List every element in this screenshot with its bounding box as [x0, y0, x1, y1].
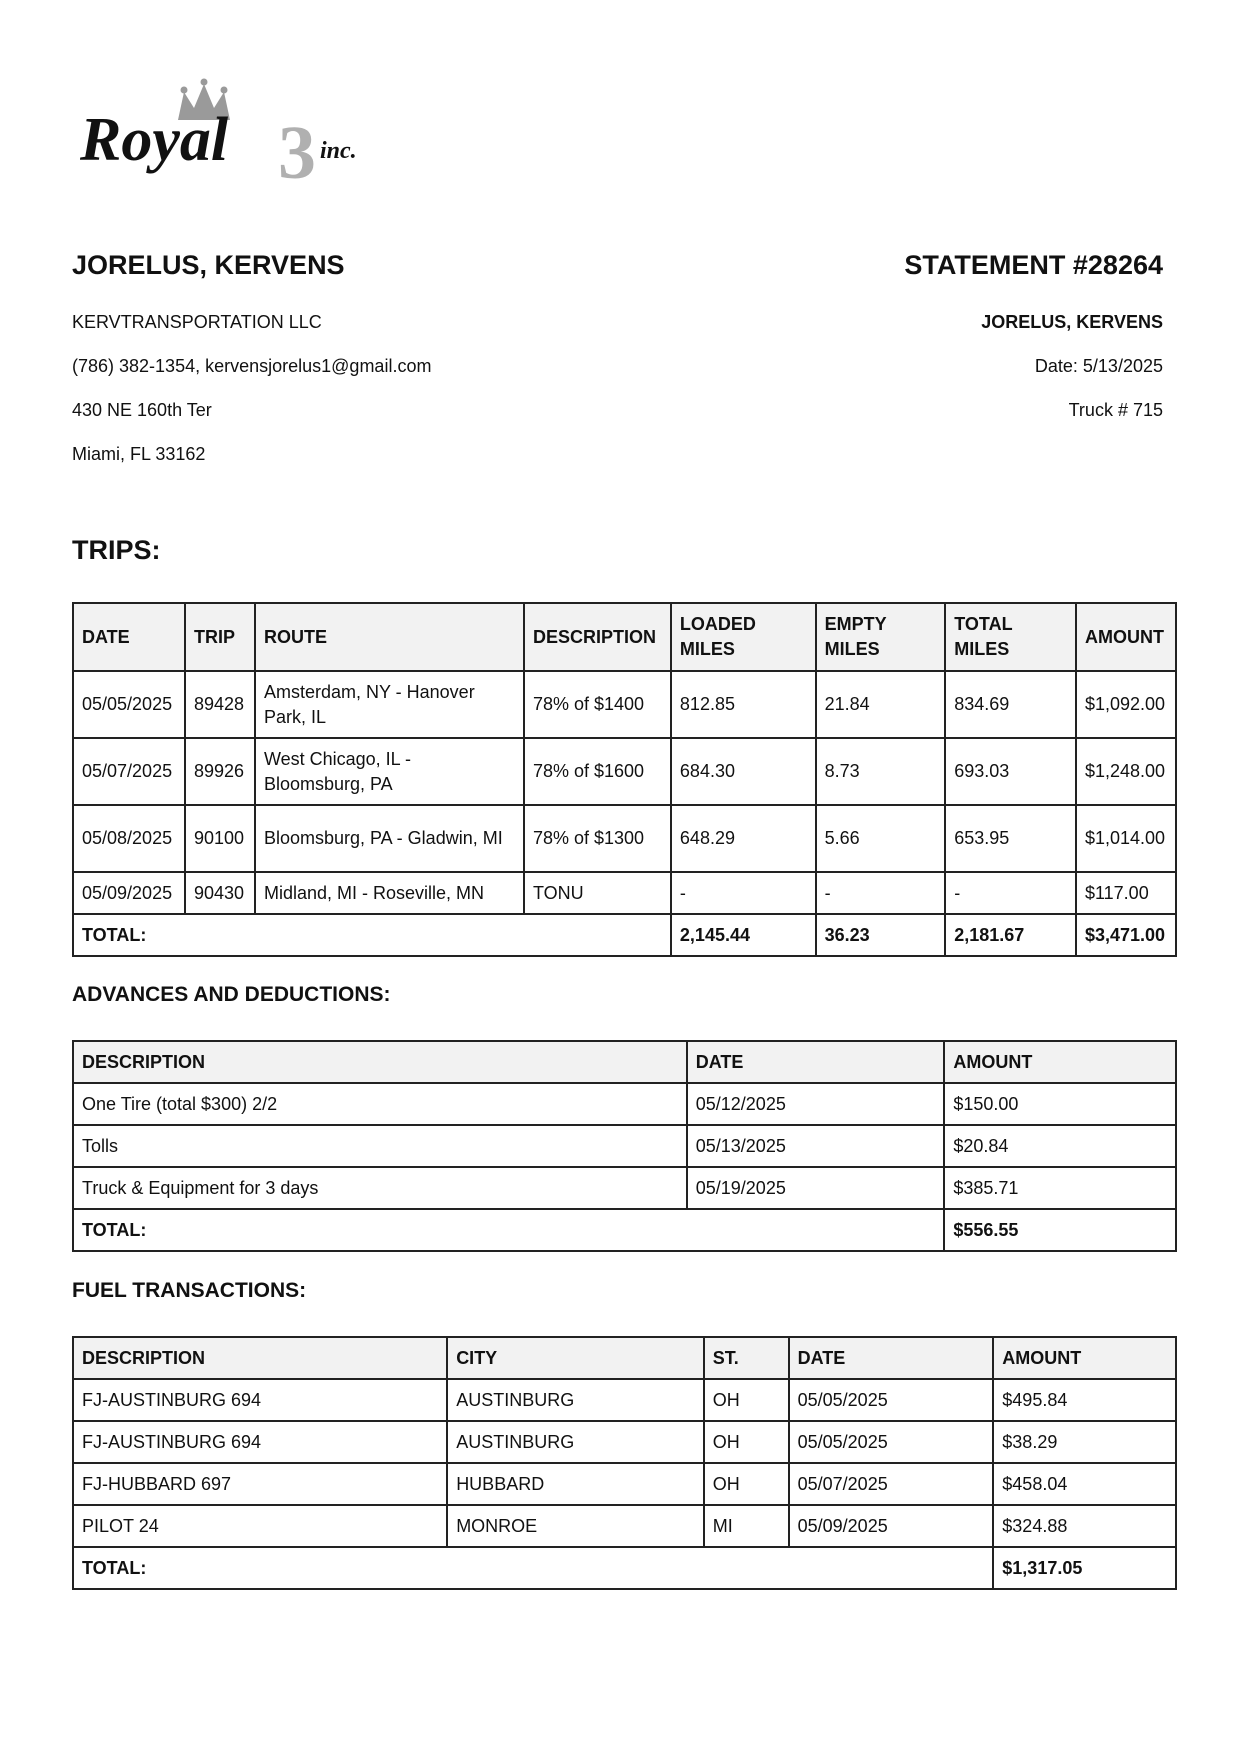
advances-table — [72, 1040, 1177, 1252]
table-cell: 78% of $1600 — [524, 738, 671, 805]
total-amount: $3,471.00 — [1076, 914, 1176, 956]
total-amount: $1,317.05 — [993, 1547, 1176, 1589]
fuel-header-row — [73, 1337, 1176, 1379]
fuel-total-row — [73, 1547, 1176, 1589]
trips-total-row — [73, 914, 1176, 956]
table-cell: $38.29 — [993, 1421, 1176, 1463]
table-cell: $324.88 — [993, 1505, 1176, 1547]
table-row — [73, 1505, 1176, 1547]
table-cell: $1,248.00 — [1076, 738, 1176, 805]
statement-driver-name: JORELUS, KERVENS — [981, 312, 1163, 332]
table-cell: PILOT 24 — [73, 1505, 447, 1547]
total-label: TOTAL: — [73, 1209, 944, 1251]
column-header: DESCRIPTION — [524, 603, 671, 671]
table-cell: $1,092.00 — [1076, 671, 1176, 738]
table-cell: 05/12/2025 — [687, 1083, 945, 1125]
total-label: TOTAL: — [73, 1547, 993, 1589]
table-cell: HUBBARD — [447, 1463, 704, 1505]
statement-date: Date: 5/13/2025 — [1034, 356, 1163, 376]
trips-table — [72, 602, 1177, 957]
table-cell: 648.29 — [671, 805, 816, 872]
column-header: ROUTE — [255, 603, 524, 671]
table-cell: $117.00 — [1076, 872, 1176, 914]
table-cell: 05/05/2025 — [789, 1379, 994, 1421]
driver-address-line1: 430 NE 160th Ter — [72, 400, 212, 420]
table-cell: Bloomsburg, PA - Gladwin, MI — [255, 805, 524, 872]
table-cell: FJ-HUBBARD 697 — [73, 1463, 447, 1505]
column-header: AMOUNT — [993, 1337, 1176, 1379]
table-cell: $150.00 — [944, 1083, 1176, 1125]
table-cell: 05/05/2025 — [789, 1421, 994, 1463]
advances-total-row — [73, 1209, 1176, 1251]
table-cell: 05/08/2025 — [73, 805, 185, 872]
table-cell: 653.95 — [945, 805, 1076, 872]
svg-text:3: 3 — [278, 111, 316, 193]
table-row — [73, 1167, 1176, 1209]
trips-title: TRIPS: — [72, 535, 161, 565]
driver-contact: (786) 382-1354, kervensjorelus1@gmail.com — [72, 356, 432, 376]
column-header: LOADED MILES — [671, 603, 816, 671]
table-row — [73, 671, 1176, 738]
table-cell: 05/07/2025 — [73, 738, 185, 805]
table-row — [73, 805, 1176, 872]
table-cell: 90430 — [185, 872, 255, 914]
table-cell: TONU — [524, 872, 671, 914]
table-cell: $458.04 — [993, 1463, 1176, 1505]
table-cell: $385.71 — [944, 1167, 1176, 1209]
table-row — [73, 1379, 1176, 1421]
total-loaded-miles: 2,145.44 — [671, 914, 816, 956]
column-header: ST. — [704, 1337, 789, 1379]
table-cell: $1,014.00 — [1076, 805, 1176, 872]
advances-header-row — [73, 1041, 1176, 1083]
table-cell: - — [816, 872, 946, 914]
table-cell: Amsterdam, NY - Hanover Park, IL — [255, 671, 524, 738]
table-cell: 90100 — [185, 805, 255, 872]
svg-text:Royal: Royal — [80, 106, 229, 174]
table-cell: 89926 — [185, 738, 255, 805]
table-cell: AUSTINBURG — [447, 1379, 704, 1421]
total-empty-miles: 36.23 — [816, 914, 946, 956]
table-row — [73, 872, 1176, 914]
table-row — [73, 738, 1176, 805]
column-header: DESCRIPTION — [73, 1041, 687, 1083]
table-cell: 834.69 — [945, 671, 1076, 738]
table-cell: 812.85 — [671, 671, 816, 738]
column-header: DESCRIPTION — [73, 1337, 447, 1379]
statement-info — [981, 312, 1163, 444]
svg-text:inc.: inc. — [320, 138, 357, 164]
table-cell: 05/13/2025 — [687, 1125, 945, 1167]
table-cell: 05/09/2025 — [73, 872, 185, 914]
driver-name: JORELUS, KERVENS — [72, 250, 345, 280]
table-cell: 78% of $1400 — [524, 671, 671, 738]
table-row — [73, 1463, 1176, 1505]
table-cell: One Tire (total $300) 2/2 — [73, 1083, 687, 1125]
column-header: EMPTY MILES — [816, 603, 946, 671]
column-header: AMOUNT — [944, 1041, 1176, 1083]
table-cell: West Chicago, IL - Bloomsburg, PA — [255, 738, 524, 805]
table-cell: OH — [704, 1421, 789, 1463]
fuel-table — [72, 1336, 1177, 1590]
table-cell: 693.03 — [945, 738, 1076, 805]
table-cell: 78% of $1300 — [524, 805, 671, 872]
table-cell: 8.73 — [816, 738, 946, 805]
table-cell: Midland, MI - Roseville, MN — [255, 872, 524, 914]
table-cell: - — [671, 872, 816, 914]
table-row — [73, 1083, 1176, 1125]
total-amount: $556.55 — [944, 1209, 1176, 1251]
table-cell: 05/19/2025 — [687, 1167, 945, 1209]
column-header: DATE — [687, 1041, 945, 1083]
driver-info — [72, 312, 431, 488]
table-cell: 05/07/2025 — [789, 1463, 994, 1505]
table-cell: FJ-AUSTINBURG 694 — [73, 1421, 447, 1463]
table-cell: OH — [704, 1379, 789, 1421]
table-cell: 89428 — [185, 671, 255, 738]
fuel-title: FUEL TRANSACTIONS: — [72, 1279, 307, 1302]
statement-title: STATEMENT #28264 — [904, 250, 1163, 280]
table-cell: 5.66 — [816, 805, 946, 872]
table-cell: Truck & Equipment for 3 days — [73, 1167, 687, 1209]
table-cell: FJ-AUSTINBURG 694 — [73, 1379, 447, 1421]
table-cell: AUSTINBURG — [447, 1421, 704, 1463]
advances-title: ADVANCES AND DEDUCTIONS: — [72, 983, 391, 1006]
table-cell: OH — [704, 1463, 789, 1505]
table-cell: 05/09/2025 — [789, 1505, 994, 1547]
column-header: TRIP — [185, 603, 255, 671]
driver-company: KERVTRANSPORTATION LLC — [72, 312, 322, 332]
table-cell: - — [945, 872, 1076, 914]
driver-address-line2: Miami, FL 33162 — [72, 444, 206, 464]
table-cell: $495.84 — [993, 1379, 1176, 1421]
column-header: DATE — [789, 1337, 994, 1379]
table-row — [73, 1421, 1176, 1463]
total-miles: 2,181.67 — [945, 914, 1076, 956]
table-cell: MI — [704, 1505, 789, 1547]
total-label: TOTAL: — [73, 914, 671, 956]
table-row — [73, 1125, 1176, 1167]
company-logo — [80, 78, 380, 193]
column-header: TOTAL MILES — [945, 603, 1076, 671]
table-cell: 05/05/2025 — [73, 671, 185, 738]
table-cell: 21.84 — [816, 671, 946, 738]
column-header: AMOUNT — [1076, 603, 1176, 671]
statement-truck: Truck # 715 — [1068, 400, 1163, 420]
table-cell: Tolls — [73, 1125, 687, 1167]
column-header: DATE — [73, 603, 185, 671]
table-cell: MONROE — [447, 1505, 704, 1547]
table-cell: 684.30 — [671, 738, 816, 805]
trips-header-row — [73, 603, 1176, 671]
table-cell: $20.84 — [944, 1125, 1176, 1167]
column-header: CITY — [447, 1337, 704, 1379]
